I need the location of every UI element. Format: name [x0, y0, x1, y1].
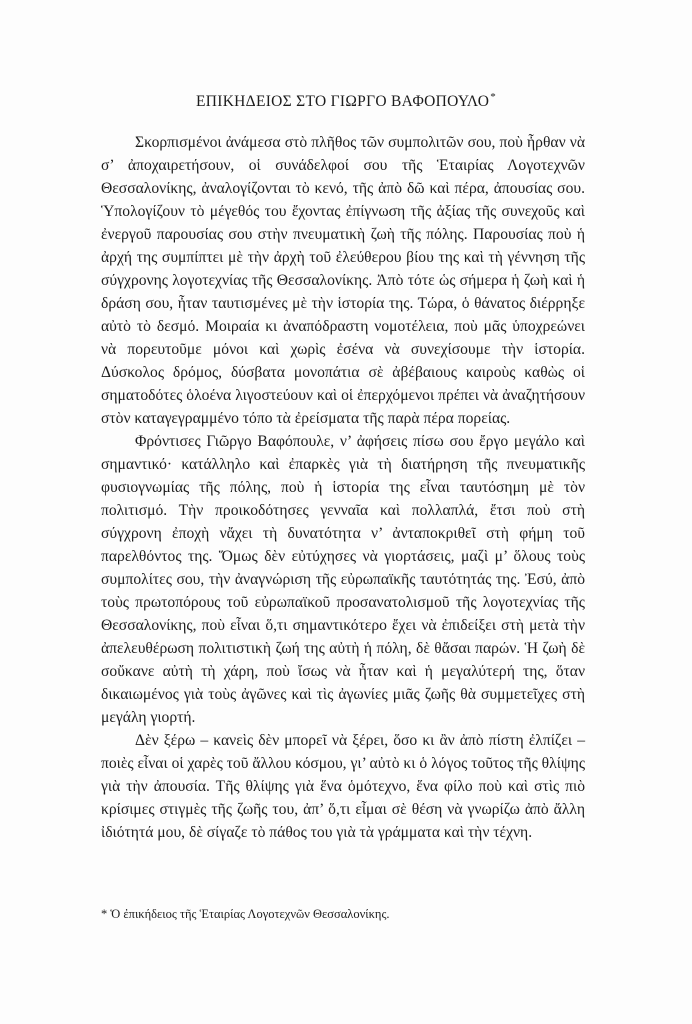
paragraph-1: Σκορπισμένοι ἀνάμεσα στὸ πλῆθος τῶν συμπολιτῶν σου, ποὺ ἦρθαν νὰ σ’ ἀποχαιρετήσουν, οἱ συνάδελφοί σου τῆς Ἑταιρίας Λογοτεχνῶν Θεσσαλονίκης, ἀναλογίζονται τὸ κενό, τῆς ἀπὸ δῶ καὶ πέρα, ἀπουσίας σου. Ὑπολογίζουν τὸ μέγεθός του ἔχοντας ἐπίγνωση τῆς ἀξίας τῆς συνεχοῦς καὶ ἐνεργοῦ παρουσίας σου στὴν πνευματικὴ ζωὴ τῆς πόλης. Παρουσίας ποὺ ἡ ἀρχή της συμπίπτει μὲ τὴν ἀρχὴ τοῦ ἐλεύθερου βίου της καὶ τὴ γέννηση τῆς σύγχρονης λογοτεχνίας τῆς Θεσσαλονίκης. Ἀπὸ τότε ὡς σήμερα ἡ ζωὴ καὶ ἡ δράση σου, ἦταν ταυτισμένες μὲ τὴν ἱστορία της. Τώρα, ὁ θάνατος διέρρηξε αὐτὸ τὸ δεσμό. Μοιραία κι ἀναπόδραστη νομοτέλεια, ποὺ μᾶς ὑποχρεώνει νὰ πορευτοῦμε μόνοι καὶ χωρὶς ἐσένα νὰ συνεχίσουμε τὴν ἱστορία. Δύσκολος δρόμος, δύσβατα μονοπάτια σὲ ἀβέβαιους καιροὺς καθὼς οἱ σηματοδότες ὁλοένα λιγοστεύουν καὶ οἱ ἐπερχόμενοι πρέπει νὰ ἀναζητήσουν στὸν καταγεγραμμένο τόπο τὰ ἐρείσματα τῆς παρὰ πέρα πορείας. [101, 134, 585, 427]
paragraph-3: Δὲν ξέρω – κανεὶς δὲν μπορεῖ νὰ ξέρει, ὅσο κι ἂν ἀπὸ πίστη ἐλπίζει – ποιὲς εἶναι οἱ χαρὲς τοῦ ἄλλου κόσμου, γι’ αὐτὸ κι ὁ λόγος τοῦτος τῆς θλίψης γιὰ τὴν ἀπουσία. Τῆς θλίψης γιὰ ἕνα ὁμότεχνο, ἕνα φίλο ποὺ καὶ στὶς πιὸ κρίσιμες στιγμὲς τῆς ζωῆς του, ἀπ’ ὅ,τι εἶμαι σὲ θέση νὰ γνωρίζω ἀπὸ ἄλλη ἰδιότητά μου, δὲ σίγαζε τὸ πάθος του γιὰ τὰ γράμματα καὶ τὴν τέχνη. [101, 732, 585, 841]
title-text: ΕΠΙΚΗΔΕΙΟΣ ΣΤΟ ΓΙΩΡΓΟ ΒΑΦΟΠΟΥΛΟ [195, 93, 490, 111]
page-title [0, 91, 692, 111]
footnote: * Ὁ ἐπικήδειος τῆς Ἑταιρίας Λογοτεχνῶν Θεσσαλονίκης. [101, 907, 390, 921]
paragraph-2: Φρόντισες Γιῶργο Βαφόπουλε, ν’ ἀφήσεις πίσω σου ἔργο μεγάλο καὶ σημαντικό· κατάλληλο καὶ ἐπαρκὲς γιὰ τὴ διατήρηση τῆς πνευματικῆς φυσιογνωμίας τῆς πόλης, ποὺ ἡ ἱστορία της εἶναι ταυτόσημη μὲ τὸν πολιτισμό. Τὴν προικοδότησες γενναῖα καὶ πολλαπλά, ἔτσι ποὺ στὴ σύγχρονη ἐποχὴ νἄχει τὴ δυνατότητα ν’ ἀνταποκριθεῖ στὴ φήμη τοῦ παρελθόντος της. Ὅμως δὲν εὐτύχησες νὰ γιορτάσεις, μαζὶ μ’ ὅλους τοὺς συμπολίτες σου, τὴν ἀναγνώριση τῆς εὐρωπαϊκῆς ταυτότητάς της. Ἐσύ, ἀπὸ τοὺς πρωτοπόρους τοῦ εὐρωπαϊκοῦ προσανατολισμοῦ τῆς λογοτεχνίας τῆς Θεσσαλονίκης, ποὺ εἶναι ὅ,τι σημαντικότερο ἔχει νὰ ἐπιδείξει στὴ μετὰ τὴν ἀπελευθέρωση πολιτιστικὴ ζωή της αὐτὴ ἡ πόλη, δὲ θἄσαι παρών. Ἡ ζωὴ δὲ σοὔκανε αὐτὴ τὴ χάρη, ποὺ ἴσως νὰ ἦταν καὶ ἡ μεγαλύτερή της, ὅταν δικαιωμένος γιὰ τοὺς ἀγῶνες καὶ τὶς ἀγωνίες μιᾶς ζωῆς θὰ συμμετεῖχες στὴ μεγάλη γιορτή. [101, 433, 585, 726]
footnote-mark: * [490, 91, 497, 103]
body-text [101, 131, 585, 844]
